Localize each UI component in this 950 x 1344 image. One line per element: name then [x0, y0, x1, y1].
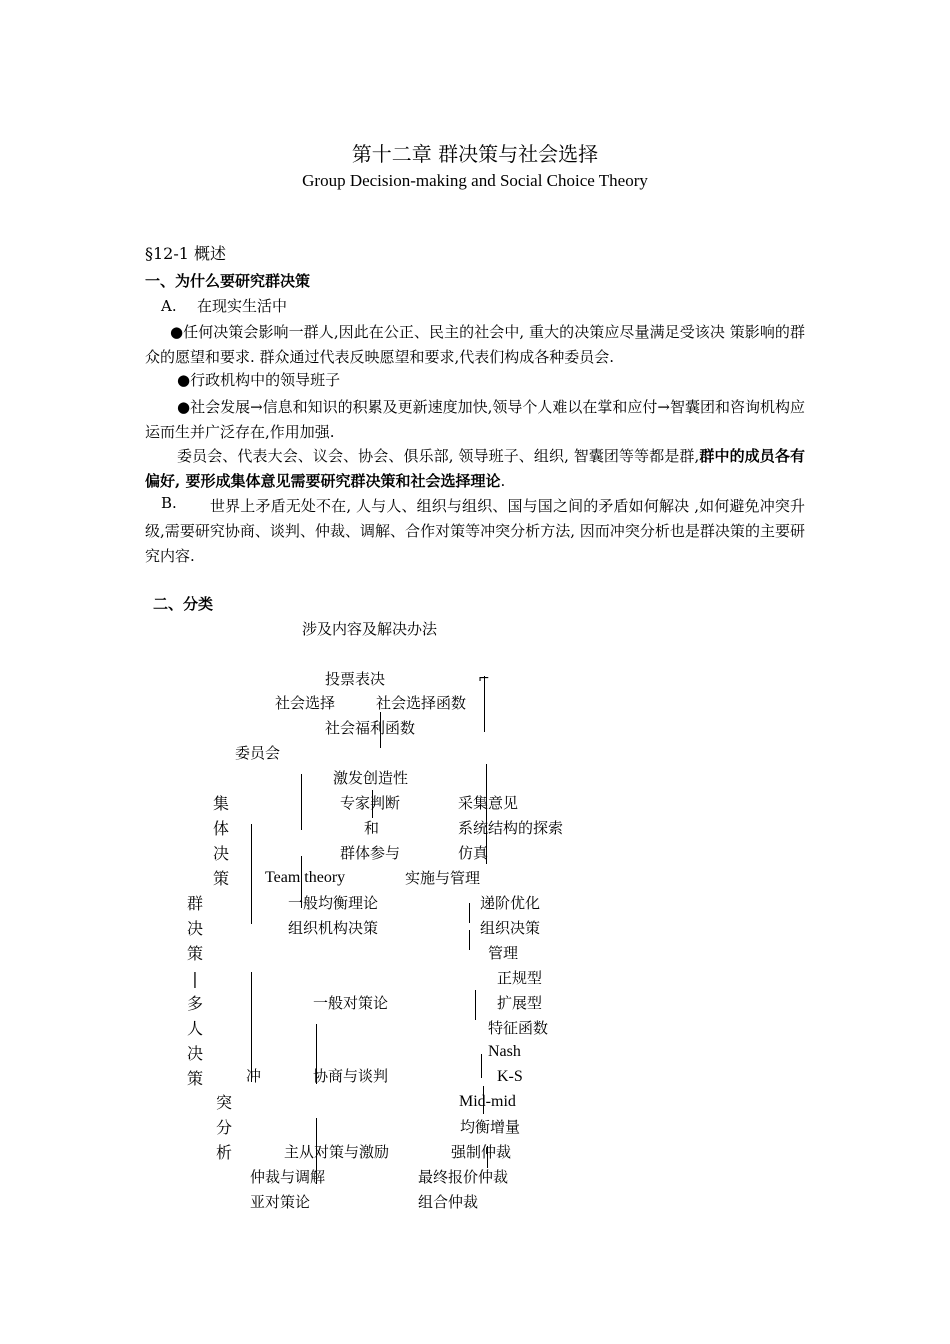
groups-paragraph-end: .: [500, 472, 506, 490]
connector-line: [251, 824, 252, 924]
vchar: 多: [186, 994, 203, 1013]
chapter-title: 第十二章 群决策与社会选择: [351, 142, 599, 166]
tree-leader-follower: 主从对策与激励: [284, 1143, 390, 1161]
tree-extensive-form: 扩展型: [497, 994, 543, 1012]
tree-group-participation: 群体参与: [340, 844, 401, 862]
groups-paragraph: [145, 444, 805, 494]
part1-heading: 一、为什么要研究群决策: [145, 272, 311, 290]
tree-arbitration-mediation: 仲裁与调解: [250, 1168, 326, 1186]
tree-expert-judgment: 专家判断: [340, 794, 401, 812]
groups-paragraph-plain: 委员会、代表大会、议会、协会、俱乐部, 领导班子、组织, 智囊团等等都是群,: [177, 447, 700, 465]
tree-characteristic-function: 特征函数: [488, 1019, 549, 1037]
tree-conflict-analysis-vertical: [214, 1090, 234, 1165]
tree-nash: Nash: [488, 1043, 521, 1060]
connector-line: [380, 712, 381, 748]
bullet-paragraph-3: ●社会发展→信息和知识的积累及更新速度加快,领导个人难以在掌和应付→智囊团和咨询机构应运而生并广泛存在,作用加强.: [145, 398, 805, 441]
bullet-paragraph-1: ●任何决策会影响一群人,因此在公正、民主的社会中, 重大的决策应尽量满足受该决 策影响的群众的愿望和要求. 群众通过代表反映愿望和要求,代表们构成各种委员会.: [145, 323, 805, 366]
vchar: 突: [215, 1093, 232, 1112]
tree-social-welfare-function: 社会福利函数: [325, 719, 416, 737]
tree-system-structure: 系统结构的探索: [458, 819, 564, 837]
tree-committee: 委员会: [235, 744, 281, 762]
vchar: 体: [212, 819, 229, 838]
item-b-label: B.: [161, 494, 177, 512]
tree-voting: 投票表决: [325, 670, 386, 688]
tree-simulation: 仿真: [458, 844, 489, 862]
vchar: 分: [215, 1118, 232, 1137]
tree-org-decision: 组织决策: [480, 919, 541, 937]
tree-normal-form: 正规型: [497, 969, 543, 987]
vchar: 策: [186, 944, 203, 963]
item-a-text: 在现实生活中: [197, 297, 288, 315]
vchar: 集: [212, 794, 229, 813]
vchar: 决: [186, 1044, 203, 1063]
bullet-paragraph-2: ●行政机构中的领导班子: [177, 371, 341, 389]
vchar: 析: [215, 1143, 232, 1162]
connector-line: [469, 903, 470, 923]
tree-general-equilibrium: 一般均衡理论: [288, 894, 379, 912]
tree-collective-decision-vertical: [211, 791, 231, 891]
tree-final-offer-arbitration: 最终报价仲裁: [418, 1168, 509, 1186]
item-a-label: A.: [161, 297, 177, 315]
brace-line: [484, 676, 485, 732]
tree-org-structure-decision: 组织机构决策: [288, 919, 379, 937]
tree-stepwise-optimization: 递阶优化: [480, 894, 541, 912]
tree-collect-opinion: 采集意见: [458, 794, 519, 812]
tree-conflict-first-char: 冲: [246, 1067, 262, 1085]
part2-subtitle: 涉及内容及解决办法: [302, 620, 438, 638]
tree-group-decision-vertical: [185, 891, 205, 1091]
tree-social-choice-function: 社会选择函数: [376, 694, 467, 712]
connector-line: [251, 972, 252, 1082]
tree-equal-increment: 均衡增量: [460, 1118, 521, 1136]
connector-line: [475, 990, 476, 1020]
vchar: 决: [212, 844, 229, 863]
tree-implement-manage: 实施与管理: [405, 869, 481, 887]
part2-heading: 二、分类: [153, 595, 214, 613]
tree-management: 管理: [488, 944, 519, 962]
connector-line: [481, 1054, 482, 1078]
brace-top: ⌐: [478, 671, 490, 687]
tree-general-game-theory: 一般对策论: [313, 994, 389, 1012]
connector-line: [483, 1086, 484, 1114]
tree-and: 和: [364, 819, 380, 837]
tree-combined-arbitration: 组合仲裁: [418, 1193, 479, 1211]
chapter-title-english: Group Decision-making and Social Choice Theory: [302, 171, 648, 190]
vchar: 策: [186, 1069, 203, 1088]
tree-creativity: 激发创造性: [333, 769, 409, 787]
connector-line: [301, 774, 302, 830]
tree-forced-arbitration: 强制仲裁: [451, 1143, 512, 1161]
vchar: 策: [212, 869, 229, 888]
item-b-text: 世界上矛盾无处不在, 人与人、组织与组织、国与国之间的矛盾如何解决 ,如何避免冲突升级,需要研究协商、谈判、仲裁、调解、合作对策等冲突分析方法, 因而冲突分析也是群决策的主要研究内容.: [145, 497, 805, 565]
groups-paragraph-bold: 群中的成员各有偏好, 要形成集体意见需要研究群决策和社会选择理论: [145, 447, 805, 490]
tree-ks: K-S: [497, 1068, 523, 1085]
vchar: |: [192, 969, 198, 988]
tree-mid-mid: Mid-mid: [459, 1093, 516, 1110]
vchar: 决: [186, 919, 203, 938]
connector-line: [469, 930, 470, 950]
section-heading: §12-1 概述: [145, 244, 227, 263]
vchar: 人: [186, 1019, 203, 1038]
connector-line: [487, 1146, 488, 1168]
vchar: 群: [186, 894, 203, 913]
tree-negotiation: 协商与谈判: [313, 1067, 389, 1085]
tree-social-choice: 社会选择: [275, 694, 336, 712]
tree-meta-game: 亚对策论: [250, 1193, 311, 1211]
tree-team-theory: Team theory: [265, 869, 346, 886]
